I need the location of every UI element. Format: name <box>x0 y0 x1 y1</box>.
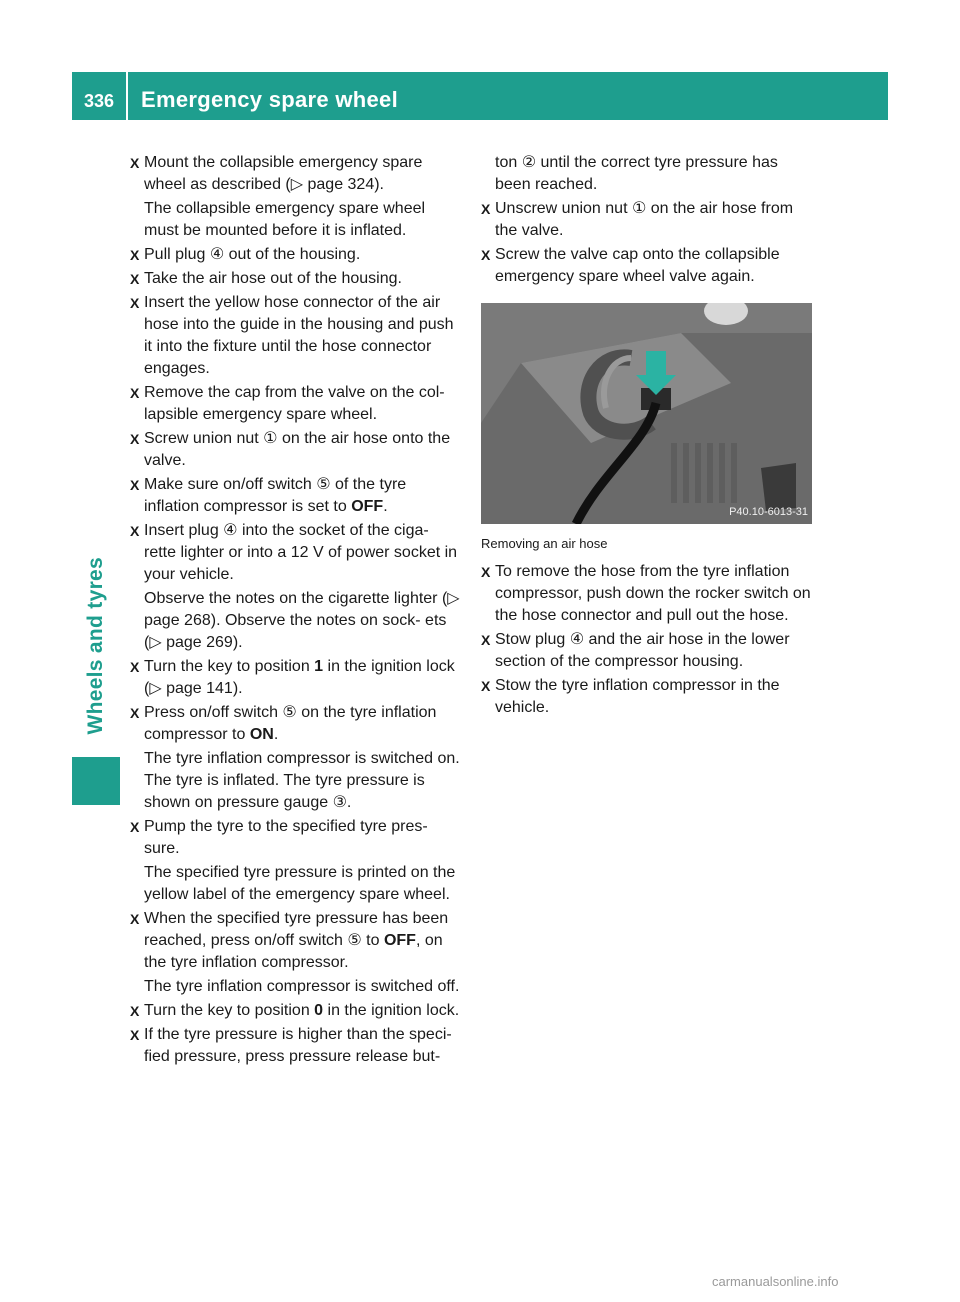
right-top-note <box>481 152 816 196</box>
step-text: The collapsible emergency spare wheel must be mounted before it is inflated. <box>144 200 426 239</box>
header-divider <box>126 72 128 120</box>
right-column-bottom <box>481 561 816 721</box>
left-step <box>130 428 462 472</box>
step-text: Turn the key to position 1 in the ignition lock (▷ page 141). <box>144 658 455 697</box>
step-marker-icon: X <box>130 705 140 721</box>
step-text: The specified tyre pressure is printed on the yellow label of the emergency spare wheel. <box>144 864 456 903</box>
step-marker-icon: X <box>130 1027 140 1043</box>
step-text: Make sure on/off switch ⑤ of the tyre inflation compressor is set to OFF. <box>144 476 407 515</box>
step-marker-icon: X <box>130 295 140 311</box>
right-bottom-step <box>481 561 816 627</box>
left-step <box>130 656 462 700</box>
right-bottom-step <box>481 675 816 719</box>
step-text: If the tyre pressure is higher than the speci- fied pressure, press pressure release but- <box>144 1026 452 1065</box>
left-step <box>130 382 462 426</box>
air-hose-illustration <box>481 303 812 524</box>
left-note <box>130 748 462 814</box>
left-step <box>130 474 462 518</box>
step-marker-icon: X <box>130 523 140 539</box>
left-note <box>130 976 462 998</box>
side-tab-block <box>72 757 120 805</box>
figure-caption: Removing an air hose <box>481 536 608 551</box>
step-marker-icon: X <box>130 819 140 835</box>
side-tab <box>72 130 120 757</box>
step-marker-icon: X <box>130 271 140 287</box>
step-marker-icon: X <box>130 385 140 401</box>
step-marker-icon: X <box>130 659 140 675</box>
step-marker-icon: X <box>130 477 140 493</box>
right-top-step <box>481 198 816 242</box>
step-marker-icon: X <box>481 632 491 648</box>
left-note <box>130 198 462 242</box>
footer-site: carmanualsonline.info <box>712 1274 839 1289</box>
step-text: Turn the key to position 0 in the ignition lock. <box>144 1002 460 1019</box>
section-title: Emergency spare wheel <box>141 87 398 112</box>
step-text: Pump the tyre to the specified tyre pres- sure. <box>144 818 428 857</box>
step-text: When the specified tyre pressure has been reached, press on/off switch ⑤ to OFF, on the tyre inflation compressor. <box>144 910 449 971</box>
left-step <box>130 268 462 290</box>
step-text: ton ② until the correct tyre pressure has been reached. <box>495 154 778 193</box>
step-text: Observe the notes on the cigarette lighter (▷ page 268). Observe the notes on sock- ets (▷ page 269). <box>144 590 460 651</box>
step-marker-icon: X <box>481 247 491 263</box>
step-text: The tyre inflation compressor is switched off. <box>144 978 460 995</box>
step-text: The tyre inflation compressor is switched on. The tyre is inflated. The tyre pressure is shown on pressure gauge ③. <box>144 750 460 811</box>
left-step <box>130 152 462 196</box>
left-step <box>130 1000 462 1022</box>
left-step <box>130 1024 462 1068</box>
left-step <box>130 702 462 746</box>
step-marker-icon: X <box>130 431 140 447</box>
step-marker-icon: X <box>481 564 491 580</box>
illustration-svg <box>481 303 812 524</box>
left-note <box>130 588 462 654</box>
step-marker-icon: X <box>130 1003 140 1019</box>
left-step <box>130 816 462 860</box>
step-marker-icon: X <box>130 155 140 171</box>
step-text: Pull plug ④ out of the housing. <box>144 246 361 263</box>
step-text: Insert plug ④ into the socket of the ciga- rette lighter or into a 12 V of power socket in your vehicle. <box>144 522 458 583</box>
step-text: Unscrew union nut ① on the air hose from the valve. <box>495 200 794 239</box>
step-marker-icon: X <box>130 247 140 263</box>
left-step <box>130 292 462 380</box>
right-bottom-step <box>481 629 816 673</box>
step-text: Take the air hose out of the housing. <box>144 270 402 287</box>
step-text: Stow plug ④ and the air hose in the lower section of the compressor housing. <box>495 631 790 670</box>
step-text: Press on/off switch ⑤ on the tyre inflation compressor to ON. <box>144 704 437 743</box>
step-marker-icon: X <box>130 911 140 927</box>
left-step <box>130 908 462 974</box>
right-column-top <box>481 152 816 290</box>
right-top-step <box>481 244 816 288</box>
page-number: 336 <box>84 91 115 111</box>
step-text: Screw the valve cap onto the collapsible emergency spare wheel valve again. <box>495 246 780 285</box>
left-step <box>130 244 462 266</box>
step-marker-icon: X <box>481 201 491 217</box>
step-text: Remove the cap from the valve on the col- lapsible emergency spare wheel. <box>144 384 445 423</box>
step-marker-icon: X <box>481 678 491 694</box>
step-text: Screw union nut ① on the air hose onto the valve. <box>144 430 451 469</box>
left-step <box>130 520 462 586</box>
left-column <box>130 152 462 1070</box>
step-text: Insert the yellow hose connector of the air hose into the guide in the housing and push it into the fixture until the hose connector engages. <box>144 294 454 377</box>
step-text: Stow the tyre inflation compressor in the vehicle. <box>495 677 780 716</box>
side-tab-label: Wheels and tyres <box>84 557 107 735</box>
left-note <box>130 862 462 906</box>
step-text: To remove the hose from the tyre inflation compressor, push down the rocker switch on the hose connector and pull out the hose. <box>495 563 811 624</box>
step-text: Mount the collapsible emergency spare wheel as described (▷ page 324). <box>144 154 423 193</box>
figure-code: P40.10-6013-31 <box>729 506 808 518</box>
